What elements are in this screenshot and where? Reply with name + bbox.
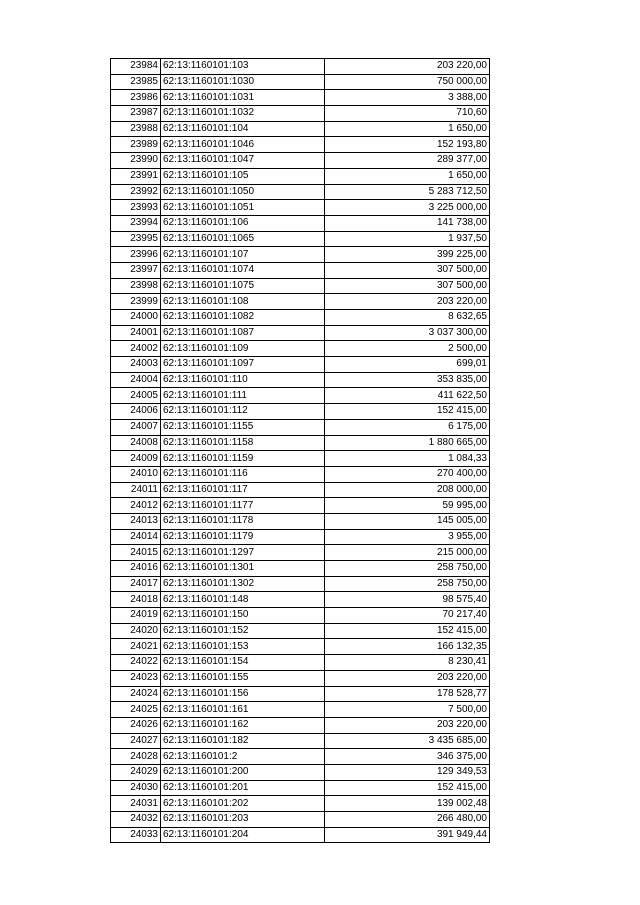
cadastral-number-cell: 62:13:1160101:1046	[161, 137, 325, 153]
cadastral-value-cell: 1 650,00	[325, 121, 490, 137]
cadastral-value-cell: 289 377,00	[325, 153, 490, 169]
table-row	[111, 639, 490, 655]
table-row	[111, 451, 490, 467]
cadastral-value-cell: 98 575,40	[325, 592, 490, 608]
row-number-cell: 24008	[111, 435, 161, 451]
cadastral-number-cell: 62:13:1160101:116	[161, 466, 325, 482]
cadastral-value-cell: 1 650,00	[325, 168, 490, 184]
cadastral-number-cell: 62:13:1160101:154	[161, 655, 325, 671]
cadastral-number-cell: 62:13:1160101:182	[161, 733, 325, 749]
cadastral-number-cell: 62:13:1160101:1065	[161, 231, 325, 247]
row-number-cell: 24031	[111, 796, 161, 812]
row-number-cell: 24017	[111, 576, 161, 592]
table-row	[111, 796, 490, 812]
table-row	[111, 153, 490, 169]
cadastral-number-cell: 62:13:1160101:1297	[161, 545, 325, 561]
cadastral-value-cell: 307 500,00	[325, 262, 490, 278]
row-number-cell: 23996	[111, 247, 161, 263]
cadastral-value-cell: 203 220,00	[325, 294, 490, 310]
cadastral-value-cell: 6 175,00	[325, 419, 490, 435]
cadastral-value-cell: 8 230,41	[325, 655, 490, 671]
cadastral-value-cell: 5 283 712,50	[325, 184, 490, 200]
table-row	[111, 90, 490, 106]
cadastral-value-cell: 258 750,00	[325, 561, 490, 577]
cadastral-number-cell: 62:13:1160101:1075	[161, 278, 325, 294]
row-number-cell: 24027	[111, 733, 161, 749]
cadastral-number-cell: 62:13:1160101:1031	[161, 90, 325, 106]
row-number-cell: 23987	[111, 106, 161, 122]
row-number-cell: 24005	[111, 388, 161, 404]
cadastral-number-cell: 62:13:1160101:155	[161, 670, 325, 686]
row-number-cell: 23993	[111, 200, 161, 216]
cadastral-value-cell: 391 949,44	[325, 827, 490, 843]
row-number-cell: 23998	[111, 278, 161, 294]
table-row	[111, 106, 490, 122]
table-row	[111, 231, 490, 247]
row-number-cell: 23991	[111, 168, 161, 184]
cadastral-value-cell: 307 500,00	[325, 278, 490, 294]
cadastral-value-cell: 399 225,00	[325, 247, 490, 263]
cadastral-value-cell: 699,01	[325, 357, 490, 373]
cadastral-number-cell: 62:13:1160101:1087	[161, 325, 325, 341]
table-row	[111, 466, 490, 482]
table-row	[111, 310, 490, 326]
cadastral-value-cell: 152 415,00	[325, 780, 490, 796]
cadastral-number-cell: 62:13:1160101:1030	[161, 74, 325, 90]
table-row	[111, 717, 490, 733]
cadastral-value-table	[110, 58, 490, 843]
cadastral-value-cell: 346 375,00	[325, 749, 490, 765]
table-row	[111, 121, 490, 137]
table-row	[111, 702, 490, 718]
cadastral-value-cell: 129 349,53	[325, 764, 490, 780]
cadastral-value-cell: 270 400,00	[325, 466, 490, 482]
cadastral-number-cell: 62:13:1160101:1177	[161, 498, 325, 514]
row-number-cell: 24030	[111, 780, 161, 796]
row-number-cell: 23994	[111, 215, 161, 231]
cadastral-number-cell: 62:13:1160101:108	[161, 294, 325, 310]
row-number-cell: 24010	[111, 466, 161, 482]
table-row	[111, 419, 490, 435]
cadastral-number-cell: 62:13:1160101:1159	[161, 451, 325, 467]
cadastral-value-cell: 411 622,50	[325, 388, 490, 404]
cadastral-value-cell: 166 132,35	[325, 639, 490, 655]
table-row	[111, 59, 490, 75]
table-row	[111, 764, 490, 780]
table-row	[111, 749, 490, 765]
cadastral-number-cell: 62:13:1160101:112	[161, 404, 325, 420]
cadastral-number-cell: 62:13:1160101:110	[161, 372, 325, 388]
table-row	[111, 435, 490, 451]
cadastral-number-cell: 62:13:1160101:1050	[161, 184, 325, 200]
cadastral-number-cell: 62:13:1160101:1082	[161, 310, 325, 326]
table-row	[111, 168, 490, 184]
table-row	[111, 341, 490, 357]
table-row	[111, 608, 490, 624]
table-row	[111, 294, 490, 310]
table-row	[111, 215, 490, 231]
cadastral-value-cell: 3 037 300,00	[325, 325, 490, 341]
table-row	[111, 529, 490, 545]
cadastral-value-cell: 1 880 665,00	[325, 435, 490, 451]
table-row	[111, 780, 490, 796]
cadastral-value-cell: 1 937,50	[325, 231, 490, 247]
cadastral-number-cell: 62:13:1160101:1302	[161, 576, 325, 592]
cadastral-number-cell: 62:13:1160101:1074	[161, 262, 325, 278]
row-number-cell: 23997	[111, 262, 161, 278]
cadastral-number-cell: 62:13:1160101:105	[161, 168, 325, 184]
row-number-cell: 24028	[111, 749, 161, 765]
table-row	[111, 137, 490, 153]
cadastral-value-cell: 8 632,65	[325, 310, 490, 326]
cadastral-number-cell: 62:13:1160101:1047	[161, 153, 325, 169]
table-row	[111, 592, 490, 608]
cadastral-value-cell: 203 220,00	[325, 59, 490, 75]
row-number-cell: 24003	[111, 357, 161, 373]
cadastral-value-cell: 7 500,00	[325, 702, 490, 718]
cadastral-value-cell: 203 220,00	[325, 670, 490, 686]
table-row	[111, 576, 490, 592]
cadastral-number-cell: 62:13:1160101:204	[161, 827, 325, 843]
table-row	[111, 262, 490, 278]
table-row	[111, 670, 490, 686]
row-number-cell: 24025	[111, 702, 161, 718]
table-row	[111, 827, 490, 843]
row-number-cell: 24018	[111, 592, 161, 608]
table-row	[111, 404, 490, 420]
row-number-cell: 24012	[111, 498, 161, 514]
table-row	[111, 686, 490, 702]
cadastral-number-cell: 62:13:1160101:162	[161, 717, 325, 733]
table-row	[111, 184, 490, 200]
cadastral-value-cell: 141 738,00	[325, 215, 490, 231]
row-number-cell: 24002	[111, 341, 161, 357]
cadastral-value-cell: 152 193,80	[325, 137, 490, 153]
cadastral-number-cell: 62:13:1160101:200	[161, 764, 325, 780]
table-row	[111, 247, 490, 263]
row-number-cell: 23984	[111, 59, 161, 75]
table-row	[111, 278, 490, 294]
cadastral-number-cell: 62:13:1160101:1051	[161, 200, 325, 216]
cadastral-value-cell: 1 084,33	[325, 451, 490, 467]
row-number-cell: 24007	[111, 419, 161, 435]
table-row	[111, 325, 490, 341]
cadastral-number-cell: 62:13:1160101:156	[161, 686, 325, 702]
row-number-cell: 23985	[111, 74, 161, 90]
cadastral-number-cell: 62:13:1160101:150	[161, 608, 325, 624]
row-number-cell: 24019	[111, 608, 161, 624]
row-number-cell: 24004	[111, 372, 161, 388]
row-number-cell: 23995	[111, 231, 161, 247]
table-row	[111, 372, 490, 388]
cadastral-value-cell: 178 528,77	[325, 686, 490, 702]
cadastral-number-cell: 62:13:1160101:201	[161, 780, 325, 796]
table-row	[111, 561, 490, 577]
row-number-cell: 24000	[111, 310, 161, 326]
cadastral-value-cell: 152 415,00	[325, 623, 490, 639]
row-number-cell: 23988	[111, 121, 161, 137]
cadastral-number-cell: 62:13:1160101:2	[161, 749, 325, 765]
row-number-cell: 23990	[111, 153, 161, 169]
table-row	[111, 513, 490, 529]
row-number-cell: 24029	[111, 764, 161, 780]
cadastral-value-cell: 208 000,00	[325, 482, 490, 498]
cadastral-number-cell: 62:13:1160101:202	[161, 796, 325, 812]
cadastral-number-cell: 62:13:1160101:1179	[161, 529, 325, 545]
table-row	[111, 200, 490, 216]
row-number-cell: 24033	[111, 827, 161, 843]
cadastral-value-cell: 203 220,00	[325, 717, 490, 733]
row-number-cell: 23986	[111, 90, 161, 106]
table-row	[111, 623, 490, 639]
cadastral-value-cell: 2 500,00	[325, 341, 490, 357]
table-row	[111, 388, 490, 404]
cadastral-number-cell: 62:13:1160101:104	[161, 121, 325, 137]
table-row	[111, 357, 490, 373]
row-number-cell: 23989	[111, 137, 161, 153]
table-row	[111, 498, 490, 514]
row-number-cell: 24011	[111, 482, 161, 498]
table-row	[111, 482, 490, 498]
cadastral-number-cell: 62:13:1160101:109	[161, 341, 325, 357]
cadastral-number-cell: 62:13:1160101:1158	[161, 435, 325, 451]
table-row	[111, 74, 490, 90]
cadastral-value-cell: 3 388,00	[325, 90, 490, 106]
row-number-cell: 23999	[111, 294, 161, 310]
row-number-cell: 24032	[111, 812, 161, 828]
cadastral-value-cell: 258 750,00	[325, 576, 490, 592]
cadastral-number-cell: 62:13:1160101:153	[161, 639, 325, 655]
cadastral-value-cell: 3 225 000,00	[325, 200, 490, 216]
cadastral-number-cell: 62:13:1160101:1301	[161, 561, 325, 577]
row-number-cell: 24015	[111, 545, 161, 561]
cadastral-number-cell: 62:13:1160101:117	[161, 482, 325, 498]
cadastral-number-cell: 62:13:1160101:1155	[161, 419, 325, 435]
cadastral-number-cell: 62:13:1160101:107	[161, 247, 325, 263]
row-number-cell: 24026	[111, 717, 161, 733]
cadastral-number-cell: 62:13:1160101:111	[161, 388, 325, 404]
cadastral-number-cell: 62:13:1160101:1032	[161, 106, 325, 122]
cadastral-number-cell: 62:13:1160101:152	[161, 623, 325, 639]
cadastral-value-cell: 139 002,48	[325, 796, 490, 812]
cadastral-value-cell: 266 480,00	[325, 812, 490, 828]
table-row	[111, 655, 490, 671]
row-number-cell: 24006	[111, 404, 161, 420]
table-row	[111, 545, 490, 561]
row-number-cell: 24022	[111, 655, 161, 671]
cadastral-value-cell: 145 005,00	[325, 513, 490, 529]
row-number-cell: 24024	[111, 686, 161, 702]
cadastral-number-cell: 62:13:1160101:106	[161, 215, 325, 231]
cadastral-value-cell: 3 955,00	[325, 529, 490, 545]
cadastral-value-cell: 750 000,00	[325, 74, 490, 90]
row-number-cell: 24023	[111, 670, 161, 686]
cadastral-value-cell: 70 217,40	[325, 608, 490, 624]
cadastral-value-cell: 3 435 685,00	[325, 733, 490, 749]
row-number-cell: 24020	[111, 623, 161, 639]
row-number-cell: 23992	[111, 184, 161, 200]
cadastral-value-cell: 152 415,00	[325, 404, 490, 420]
cadastral-number-cell: 62:13:1160101:148	[161, 592, 325, 608]
cadastral-value-cell: 215 000,00	[325, 545, 490, 561]
row-number-cell: 24021	[111, 639, 161, 655]
row-number-cell: 24001	[111, 325, 161, 341]
table-body	[111, 59, 490, 843]
cadastral-number-cell: 62:13:1160101:1178	[161, 513, 325, 529]
table-row	[111, 812, 490, 828]
row-number-cell: 24013	[111, 513, 161, 529]
cadastral-value-cell: 353 835,00	[325, 372, 490, 388]
row-number-cell: 24016	[111, 561, 161, 577]
table-row	[111, 733, 490, 749]
cadastral-number-cell: 62:13:1160101:203	[161, 812, 325, 828]
cadastral-number-cell: 62:13:1160101:103	[161, 59, 325, 75]
cadastral-number-cell: 62:13:1160101:161	[161, 702, 325, 718]
cadastral-value-cell: 710,60	[325, 106, 490, 122]
row-number-cell: 24009	[111, 451, 161, 467]
row-number-cell: 24014	[111, 529, 161, 545]
cadastral-number-cell: 62:13:1160101:1097	[161, 357, 325, 373]
cadastral-value-cell: 59 995,00	[325, 498, 490, 514]
